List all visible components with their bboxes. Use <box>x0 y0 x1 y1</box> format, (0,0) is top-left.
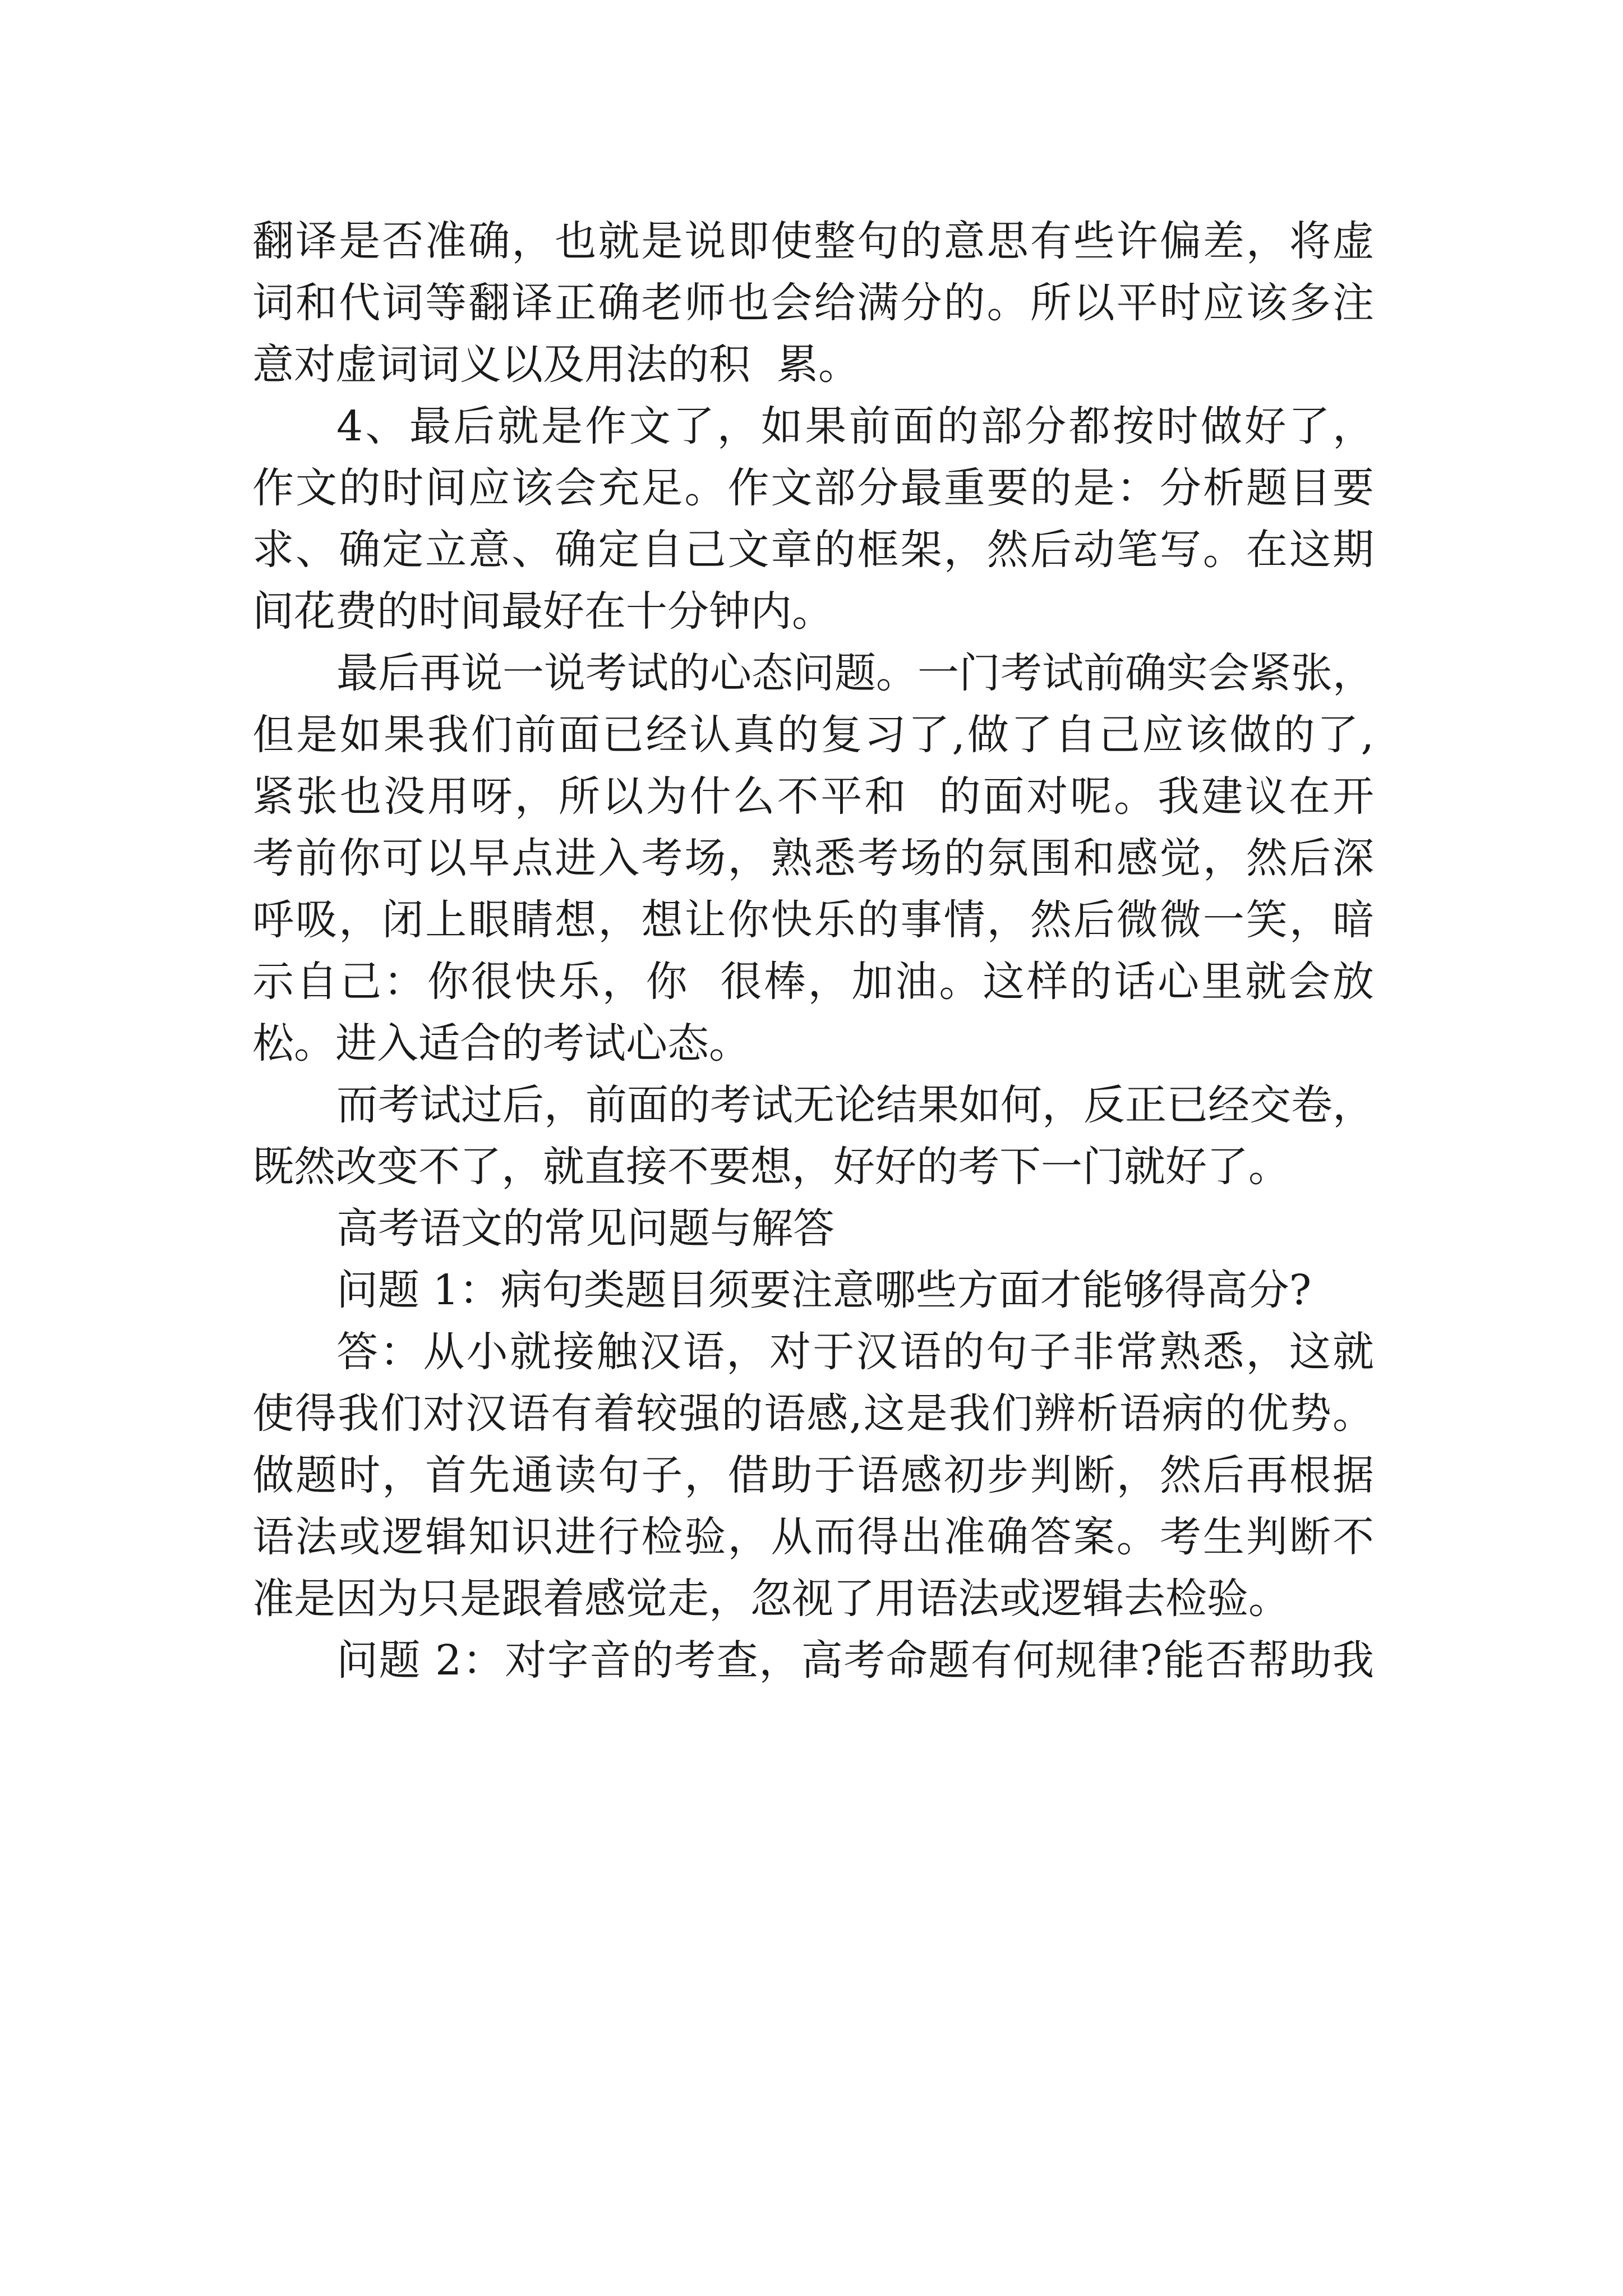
paragraph-line: 4、最后就是作文了，如果前面的部分都按时做好了， <box>336 402 1374 450</box>
section-heading: 高考语文的常见问题与解答 <box>336 1204 834 1253</box>
question-line: 问题 2：对字音的考查，高考命题有何规律?能否帮助我 <box>336 1636 1374 1685</box>
paragraph-line: 示自己：你很快乐，你 很棒，加油。这样的话心里就会放 <box>252 958 1374 1006</box>
paragraph-line: 考前你可以早点进入考场，熟悉考场的氛围和感觉，然后深 <box>252 834 1374 882</box>
paragraph-line: 翻译是否准确，也就是说即使整句的意思有些许偏差，将虚 <box>252 217 1374 265</box>
paragraph-line: 词和代词等翻译正确老师也会给满分的。所以平时应该多注 <box>252 279 1374 327</box>
paragraph-line: 最后再说一说考试的心态问题。一门考试前确实会紧张， <box>336 649 1374 697</box>
answer-line: 语法或逻辑知识进行检验，从而得出准确答案。考生判断不 <box>252 1513 1374 1561</box>
answer-line: 使得我们对汉语有着较强的语感,这是我们辨析语病的优势。 <box>252 1389 1374 1438</box>
paragraph-line: 松。进入适合的考试心态。 <box>252 1019 750 1068</box>
paragraph-line: 而考试过后，前面的考试无论结果如何，反正已经交卷， <box>336 1081 1374 1129</box>
paragraph-line: 作文的时间应该会充足。作文部分最重要的是：分析题目要 <box>252 464 1374 512</box>
paragraph-line: 但是如果我们前面已经认真的复习了,做了自己应该做的了, <box>252 711 1374 759</box>
document-page <box>252 210 1374 1691</box>
answer-line: 做题时，首先通读句子，借助于语感初步判断，然后再根据 <box>252 1451 1374 1499</box>
paragraph-line: 求、确定立意、确定自己文章的框架，然后动笔写。在这期 <box>252 526 1374 574</box>
answer-line: 准是因为只是跟着感觉走，忽视了用语法或逻辑去检验。 <box>252 1575 1290 1623</box>
answer-line: 答：从小就接触汉语，对于汉语的句子非常熟悉，这就 <box>336 1328 1374 1376</box>
paragraph-line: 紧张也没用呀，所以为什么不平和 的面对呢。我建议在开 <box>252 772 1374 821</box>
paragraph-line: 既然改变不了，就直接不要想，好好的考下一门就好了。 <box>252 1143 1290 1191</box>
paragraph-line: 意对虚词词义以及用法的积 累。 <box>252 341 860 389</box>
question-line: 问题 1：病句类题目须要注意哪些方面才能够得高分? <box>336 1266 1312 1314</box>
paragraph-line: 呼吸，闭上眼睛想，想让你快乐的事情，然后微微一笑，暗 <box>252 896 1374 944</box>
paragraph-line: 间花费的时间最好在十分钟内。 <box>252 587 833 636</box>
